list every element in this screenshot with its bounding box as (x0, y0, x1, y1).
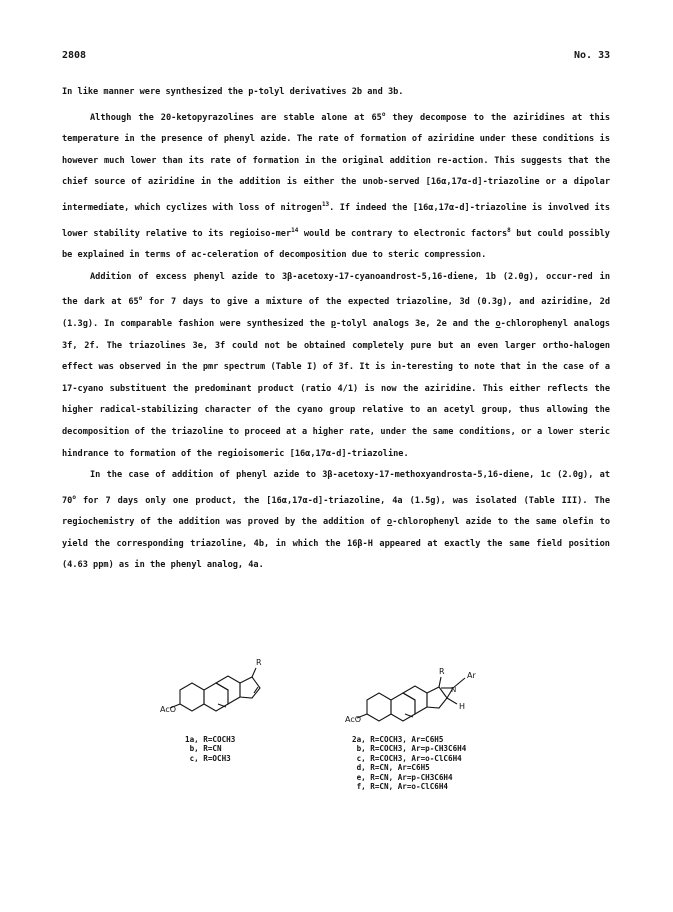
journal-issue-number: No. 33 (574, 50, 611, 61)
paragraph-1: In like manner were synthesized the p-tolyl derivatives 2b and 3b. (62, 87, 404, 97)
paragraph-3: Addition of excess phenyl azide to 3β-acetoxy-17-cyanoandrost-5,16-diene, 1b (2.0g), occur-red in the dark at 65$^o$ for 7 days to give a mixture of the expected triazoline, 3d (0.3g), and aziridine, 2d (1.3g). In comparable fashion were synthesized the p-tolyl analogs 3e, 2e and the o-chlorophenyl analogs 3f, 2f. The triazolines 3e, 3f could not be obtained completely pure but an even larger ortho-halogen effect was observed in the pmr spectrum (Table I) of 3f. It is in-teresting to note that in the case of a 17-cyano substituent the predominant product (ratio 4/1) is now the aziridine. This either reflects the higher radical-stabilizing character of the cyano group relative to an acetyl group, thus allowing the decomposition of the triazoline to proceed at a higher rate, under the same conditions, or a lower steric hindrance to formation of the regioisomeric [16α,17α-d]-triazoline. (62, 271, 610, 459)
h-label: H (459, 702, 466, 711)
structure-2-caption: 2a, R=COCH3, Ar=C6H5 b, R=COCH3, Ar=p-CH3C6H4 c, R=COCH3, Ar=o-ClC6H4 d, R=CN, Ar=C6H5 e, R=CN, Ar=p-CH3C6H4 f, R=CN, Ar=o-ClC6H4 (352, 735, 467, 792)
acetoxy-label: AcO (160, 705, 177, 714)
steroid-structure-2 (345, 650, 515, 730)
r-label: R (439, 667, 445, 676)
ar-label: Ar (467, 671, 476, 680)
n-label: N (451, 686, 457, 694)
paragraph-2: Although the 20-ketopyrazolines are stable alone at 65$^o$ they decompose to the aziridines at this temperature in the presence of phenyl azide. The rate of formation of aziridine under these conditions is however much lower than its rate of formation in the original addition re-action. This suggests that the chief source of aziridine in the addition is either the unob-served [16α,17α-d]-triazoline or a dipolar intermediate, which cyclizes with loss of nitrogen$^{13}$. If indeed the [16α,17α-d]-triazoline is involved its lower stability relative to its regioiso-mer$^{14}$ would be contrary to electronic factors$^8$ but could possibly be explained in terms of ac-celeration of decomposition due to steric compression. (62, 110, 610, 261)
steroid-structure-1 (160, 650, 310, 720)
structure-1-caption: 1a, R=COCH3 b, R=CN c, R=OCH3 (185, 735, 236, 763)
r-label: R (256, 658, 262, 667)
article-body (62, 82, 610, 577)
paragraph-4: In the case of addition of phenyl azide to 3β-acetoxy-17-methoxyandrosta-5,16-diene, 1c (2.0g), at 70$^o$ for 7 days only one product, the [16α,17α-d]-triazoline, 4a (1.5g), was isolated (Table III). The regiochemistry of the addition was proved by the addition of o-chlorophenyl azide to the same olefin to yield the corresponding triazoline, 4b, in which the 16β-H appeared at exactly the same field position (4.63 ppm) as in the phenyl analog, 4a. (62, 470, 610, 571)
page-number: 2808 (62, 50, 87, 61)
acetoxy-label: AcO (345, 715, 362, 724)
